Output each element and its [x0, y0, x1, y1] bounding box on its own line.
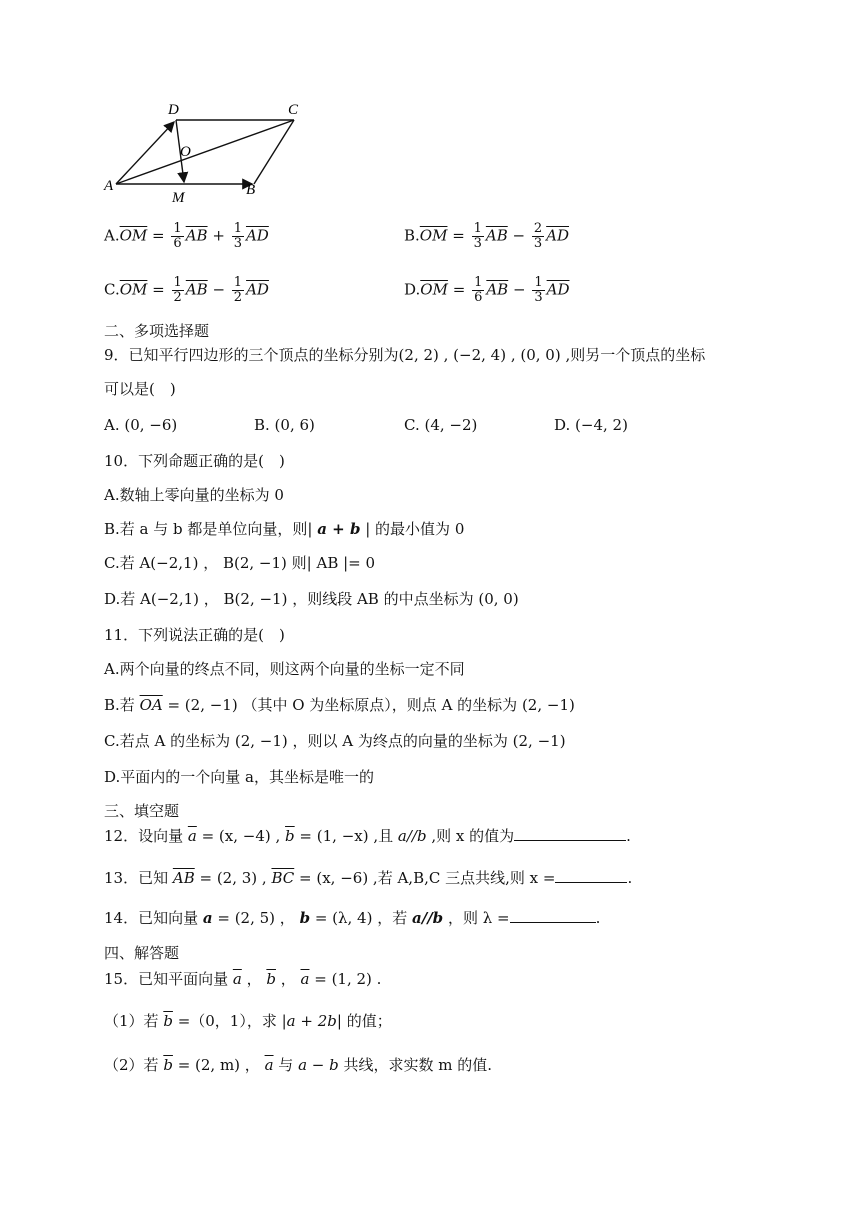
edge-bc — [254, 120, 294, 184]
q14-answer-blank[interactable] — [510, 906, 596, 923]
label-c: C — [288, 102, 299, 118]
section-title-solutions: 四、解答题 — [104, 944, 180, 962]
q11-stem: 11．下列说法正确的是( ) — [104, 626, 285, 644]
label-d: D — [168, 102, 179, 118]
q9-option-c: C. (4, −2) — [404, 416, 478, 434]
q14: 14．已知向量 a = (2, 5) ， b = (λ, 4) ，若 a//b ，则 λ = . — [104, 906, 600, 929]
q8-option-a: $A.\overline{OM}$ = $\frac{1}{6}$ $\overline{AB}$ + $\frac{1}{3}$ $\overline{AD}$ — [104, 221, 269, 251]
q15-part1: （1）若 $\overline{b} =(0$，1），求 |a + 2b| 的值； — [104, 1012, 392, 1030]
q10-stem: 10．下列命题正确的是( ) — [104, 452, 285, 470]
q10-option-a: A.数轴上零向量的坐标为 0 — [104, 486, 284, 504]
label-m: M — [172, 190, 185, 206]
diagonal-ac — [116, 120, 294, 184]
q8-option-c: $C.\overline{OM}$ = $\frac{1}{2}$ $\overline{AB}$ − $\frac{1}{2}$ $\overline{AD}$ — [104, 275, 269, 305]
q11-option-b: B.若 $\overline{OA} = (2$, −1) （其中 O 为坐标原点），则点 A 的坐标为 (2, −1) — [104, 696, 575, 714]
q13-answer-blank[interactable] — [555, 866, 627, 883]
label-o: O — [180, 144, 191, 160]
q9-stem-line1: 9．已知平行四边形的三个顶点的坐标分别为(2, 2) , (−2, 4) , (0, 0) ,则另一个顶点的坐标 — [104, 346, 706, 364]
edge-ad — [116, 122, 174, 184]
q9-option-d: D. (−4, 2) — [554, 416, 628, 434]
q10-option-b: B.若 a 与 b 都是单位向量，则| a + b | 的最小值为 0 — [104, 520, 465, 538]
label-a: A — [104, 178, 114, 194]
q8-option-b: $B.\overline{OM}$ = $\frac{1}{3}$ $\overline{AB}$ − $\frac{2}{3}$ $\overline{AD}$ — [404, 221, 570, 251]
q9-option-a: A. (0, −6) — [104, 416, 178, 434]
q11-option-d: D.平面内的一个向量 a，其坐标是唯一的 — [104, 768, 374, 786]
q15-part2: （2）若 $\overline{b} = (2$, m) ， $\overline{a}$ 与 a − b 共线，求实数 m 的值. — [104, 1056, 493, 1074]
label-b: B — [246, 182, 256, 198]
section-title-multiple-choice: 二、多项选择题 — [104, 322, 210, 340]
q10-option-d: D.若 A(−2,1) ， B(2, −1) ，则线段 AB 的中点坐标为 (0, 0) — [104, 590, 519, 608]
q13: 13．已知 $\overline{AB} = (2$, 3) , $\overline{BC} = (x$, −6) ,若 A,B,C 三点共线,则 x = . — [104, 866, 632, 889]
q15-stem: 15．已知平面向量 $\overline{a}$ ， $\overline{b}$ ， $\overline{a} = (1$, 2) . — [104, 970, 382, 988]
q12: 12．设向量 $\overline{a} = (x$, −4) , $\overline{b} = (1$, −x) ,且 a//b ,则 x 的值为 . — [104, 824, 631, 847]
q8-option-d: $D.\overline{OM}$ = $\frac{1}{6}$ $\overline{AB}$ − $\frac{1}{3}$ $\overline{AD}$ — [404, 275, 570, 305]
parallelogram-figure — [100, 96, 310, 208]
q9-stem-line2: 可以是( ) — [104, 380, 176, 398]
q11-option-c: C.若点 A 的坐标为 (2, −1) ，则以 A 为终点的向量的坐标为 (2, −1) — [104, 732, 566, 750]
section-title-fill-in: 三、填空题 — [104, 802, 180, 820]
q10-option-c: C.若 A(−2,1) ， B(2, −1) 则| AB |= 0 — [104, 554, 376, 572]
q9-option-b: B. (0, 6) — [254, 416, 315, 434]
q12-answer-blank[interactable] — [514, 824, 626, 841]
q11-option-a: A.两个向量的终点不同，则这两个向量的坐标一定不同 — [104, 660, 465, 678]
